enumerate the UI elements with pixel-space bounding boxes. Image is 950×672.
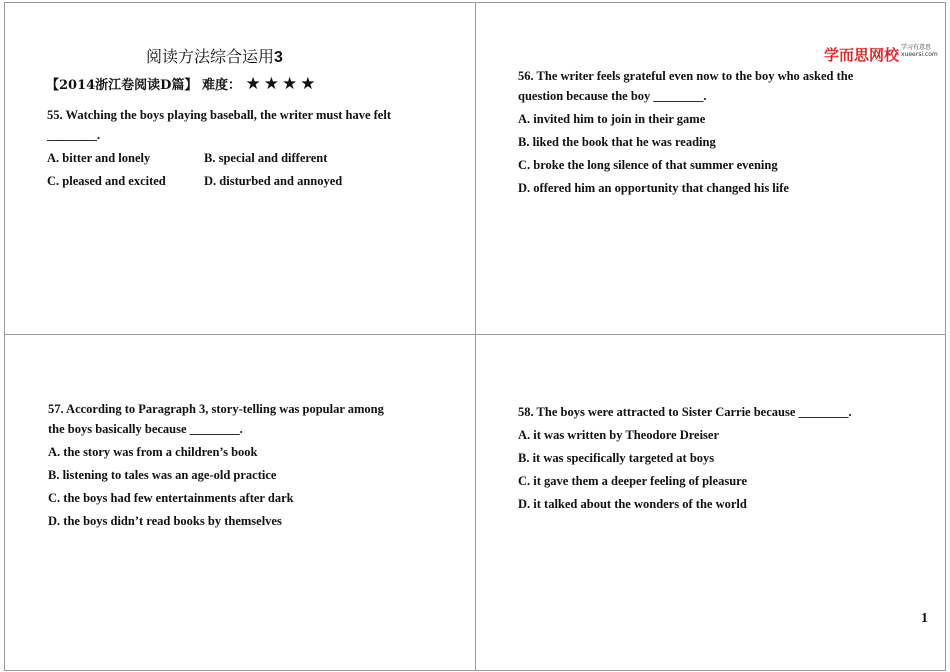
question-56-option-b: B. liked the book that he was reading (518, 135, 716, 149)
page-number: 1 (921, 611, 928, 626)
source-difficulty-line (46, 74, 318, 94)
title-number: 3 (274, 49, 283, 66)
question-56-option-a: A. invited him to join in their game (518, 112, 706, 126)
horizontal-divider (4, 334, 946, 335)
question-57-option-b: B. listening to tales was an age-old practice (48, 468, 277, 482)
question-58-option-b: B. it was specifically targeted at boys (518, 451, 715, 465)
question-55-option-c: C. pleased and excited (47, 174, 166, 188)
question-56-option-c: C. broke the long silence of that summer evening (518, 158, 778, 172)
question-55-option-a: A. bitter and lonely (47, 151, 151, 165)
logo-tagline: 学习有意思 (901, 44, 932, 51)
question-58-option-c: C. it gave them a deeper feeling of pleasure (518, 474, 748, 488)
question-58-option-a: A. it was written by Theodore Dreiser (518, 428, 720, 442)
question-57-stem-line1: 57. According to Paragraph 3, story-telling was popular among (48, 402, 384, 416)
title-text: 阅读方法综合运用 (146, 47, 275, 66)
question-57-option-d: D. the boys didn’t read books by themselves (48, 514, 282, 528)
question-55-option-d: D. disturbed and annoyed (204, 174, 343, 188)
question-57-stem-line2: the boys basically because ________. (48, 422, 243, 436)
question-58-stem: 58. The boys were attracted to Sister Carrie because ________. (518, 405, 852, 419)
question-55-blank: ________. (47, 128, 101, 142)
logo-side (901, 44, 938, 58)
difficulty-stars: ★★★★ (245, 74, 319, 94)
logo-domain: xueersi.com (901, 51, 938, 58)
question-57-option-a: A. the story was from a children’s book (48, 445, 258, 459)
question-55-stem: 55. Watching the boys playing baseball, the writer must have felt (47, 108, 391, 122)
vertical-divider (475, 2, 476, 670)
question-55-option-b: B. special and different (204, 151, 328, 165)
question-56-stem-line1: 56. The writer feels grateful even now to the boy who asked the (518, 69, 854, 83)
question-57-option-c: C. the boys had few entertainments after dark (48, 491, 294, 505)
source-label: 【2014浙江卷阅读D篇】 难度： (46, 78, 241, 93)
question-58-option-d: D. it talked about the wonders of the world (518, 497, 747, 511)
question-56-option-d: D. offered him an opportunity that changed his life (518, 181, 789, 195)
question-56-stem-line2: question because the boy ________. (518, 89, 707, 103)
page-title (146, 44, 283, 67)
brand-logo (824, 44, 938, 65)
logo-name: 学而思网校 (824, 46, 900, 64)
